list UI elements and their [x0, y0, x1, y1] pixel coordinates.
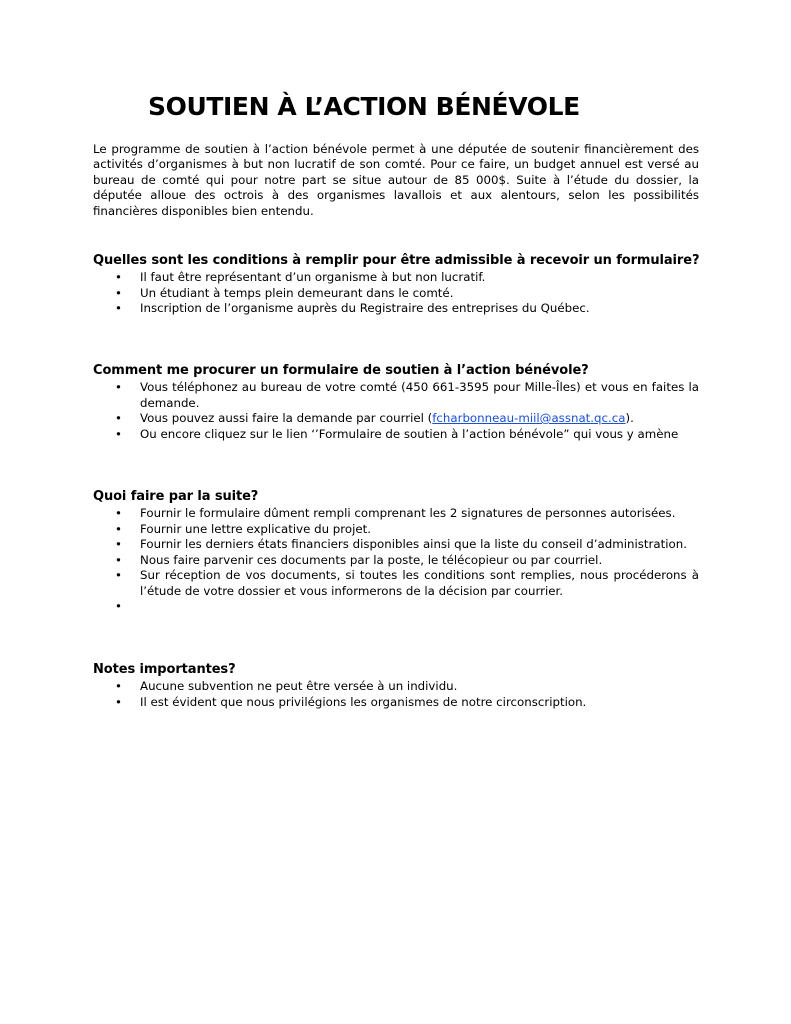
email-link[interactable]: fcharbonneau-miil@assnat.qc.ca: [432, 411, 626, 425]
bullet-icon: •: [115, 301, 122, 315]
bullet-icon: •: [115, 380, 122, 394]
list-item-text: Aucune subvention ne peut être versée à un individu.: [140, 679, 458, 693]
list-item-text: Fournir le formulaire dûment rempli comprenant les 2 signatures de personnes autorisées.: [140, 506, 676, 520]
list-item-empty: [93, 599, 699, 615]
bullet-icon: •: [115, 506, 122, 520]
email-prefix-text: Vous pouvez aussi faire la demande par courriel (: [140, 411, 433, 425]
list-item: [93, 537, 699, 553]
list-item: [93, 380, 699, 411]
bullet-icon: •: [115, 411, 122, 425]
section-obtain-form: [93, 363, 699, 442]
section-conditions: [93, 253, 699, 317]
bullet-icon: •: [115, 679, 122, 693]
next-steps-list: [93, 506, 699, 615]
list-item: [93, 679, 699, 695]
list-item: [93, 568, 699, 599]
list-item-text: [140, 411, 634, 425]
bullet-icon: •: [115, 270, 122, 284]
page-title: SOUTIEN À L’ACTION BÉNÉVOLE: [148, 92, 580, 121]
list-item: [93, 270, 699, 286]
list-item-text: Un étudiant à temps plein demeurant dans le comté.: [140, 285, 454, 300]
list-item-text: Sur réception de vos documents, si toutes les conditions sont remplies, nous procéderons à l’étude de votre dossier et vous informerons de la décision par courrier.: [140, 568, 699, 598]
list-item-text: Nous faire parvenir ces documents par la poste, le télécopieur ou par courriel.: [140, 552, 603, 567]
bullet-icon: •: [115, 552, 122, 567]
list-item-text: Fournir les derniers états financiers disponibles ainsi que la liste du conseil d’administration.: [140, 537, 687, 551]
bullet-icon: •: [115, 568, 122, 582]
list-item: [93, 301, 699, 317]
bullet-icon: •: [115, 426, 122, 441]
conditions-list: [93, 270, 699, 317]
list-item-text: Inscription de l’organisme auprès du Registraire des entreprises du Québec.: [140, 301, 590, 315]
list-item: [93, 286, 699, 302]
list-item-text: Fournir une lettre explicative du projet.: [140, 521, 372, 536]
bullet-icon: •: [115, 599, 122, 613]
section-next-steps: [93, 489, 699, 615]
bullet-icon: •: [115, 521, 122, 536]
intro-paragraph: Le programme de soutien à l’action bénévole permet à une députée de soutenir financièrement des activités d’organismes à but non lucratif de son comté. Pour ce faire, un budget annuel est versé au bureau de comté qui pour notre part se situe autour de 85 000$. Suite à l’étude du dossier, la députée alloue des octrois à des organismes lavallois et aux alentours, selon les possibilités financières disponibles bien entendu.: [93, 142, 699, 218]
list-item: [93, 506, 699, 522]
list-item: [93, 427, 699, 443]
bullet-icon: •: [115, 285, 122, 300]
list-item-text: Il est évident que nous privilégions les organismes de notre circonscription.: [140, 694, 587, 709]
important-notes-list: [93, 679, 699, 710]
list-item-text: Vous téléphonez au bureau de votre comté (450 661-3595 pour Mille-Îles) et vous en faites la demande.: [140, 380, 699, 410]
section-heading-next-steps: Quoi faire par la suite?: [93, 489, 259, 504]
section-important-notes: [93, 662, 699, 710]
list-item: [93, 695, 699, 711]
bullet-icon: •: [115, 537, 122, 551]
obtain-form-list: [93, 380, 699, 442]
section-heading-conditions: Quelles sont les conditions à remplir pour être admissible à recevoir un formulaire?: [93, 253, 700, 268]
list-item-text: Ou encore cliquez sur le lien ‘’Formulaire de soutien à l’action bénévole” qui vous y amène: [140, 426, 679, 441]
email-suffix-text: ).: [625, 411, 634, 425]
bullet-icon: •: [115, 694, 122, 709]
list-item: [93, 522, 699, 538]
list-item: [93, 411, 699, 427]
list-item-text: Il faut être représentant d’un organisme à but non lucratif.: [140, 270, 486, 284]
section-heading-obtain-form: Comment me procurer un formulaire de soutien à l’action bénévole?: [93, 363, 589, 378]
list-item: [93, 553, 699, 569]
section-heading-important-notes: Notes importantes?: [93, 662, 236, 677]
